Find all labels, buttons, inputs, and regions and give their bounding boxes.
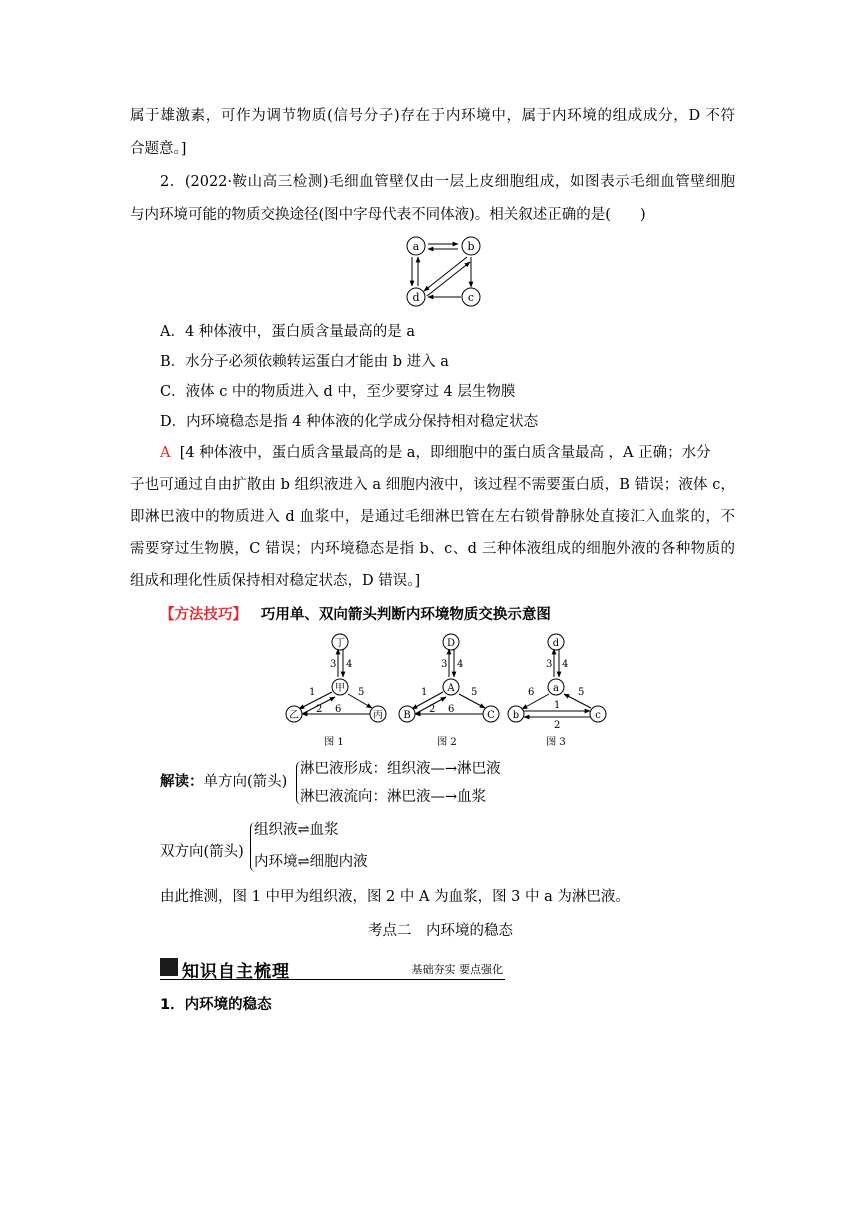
svg-text:4: 4	[346, 659, 353, 670]
banner-mark-icon	[160, 958, 178, 976]
figure-3	[508, 634, 606, 748]
interpret-row	[160, 772, 287, 792]
svg-text:1: 1	[554, 700, 561, 711]
svg-text:1: 1	[309, 687, 316, 698]
conclusion: 由此推测，图 1 中甲为组织液，图 2 中 A 为血浆，图 3 中 a 为淋巴液。	[160, 889, 630, 905]
node-c	[462, 288, 480, 306]
one-way-item-1: 淋巴液形成：组织液—→淋巴液	[300, 761, 501, 777]
fig1-center: 甲	[335, 683, 345, 694]
svg-text:3: 3	[441, 659, 448, 670]
answer-line-1	[160, 443, 711, 463]
fig1-left: 乙	[289, 710, 299, 721]
figure-1	[286, 634, 386, 748]
fig1-right: 丙	[373, 710, 383, 721]
intro-line-1: 属于雄激素，可作为调节物质(信号分子)存在于内环境中，属于内环境的组成成分，D 不符	[130, 108, 735, 124]
fig2-right: C	[487, 710, 495, 721]
method-figures	[280, 632, 610, 752]
svg-text:5: 5	[471, 687, 478, 698]
fig2-caption: 图 2	[437, 737, 457, 748]
explanation-5: 组成和理化性质保持相对稳定状态，D 错误。]	[130, 573, 421, 589]
fig2-center: A	[447, 683, 455, 694]
interpret-label: 解读：	[160, 774, 204, 790]
question-stem-2: 与内环境可能的物质交换途径(图中字母代表不同体液)。相关叙述正确的是( )	[130, 207, 646, 223]
one-way-item-2: 淋巴液流向：淋巴液—→血浆	[300, 789, 487, 805]
two-way-item-2: 内环境⇌细胞内液	[254, 854, 368, 870]
figure-2	[399, 634, 499, 748]
section-heading: 考点二 内环境的稳态	[368, 923, 513, 939]
fig3-top: d	[552, 638, 560, 649]
item-1-heading: 1．内环境的稳态	[160, 997, 272, 1013]
svg-text:5: 5	[578, 687, 585, 698]
explanation-2: 子也可通过自由扩散由 b 组织液进入 a 细胞内液中，该过程不需要蛋白质，B 错误；液体 c，	[130, 477, 735, 493]
fig2-top: D	[446, 638, 456, 649]
option-d: D．内环境稳态是指 4 种体液的化学成分保持相对稳定状态	[160, 414, 539, 430]
intro-line-2: 合题意。]	[130, 141, 187, 157]
svg-text:2: 2	[554, 720, 561, 731]
fig3-left: b	[512, 710, 520, 721]
option-a: A．4 种体液中，蛋白质含量最高的是 a	[160, 324, 416, 340]
explanation-3: 即淋巴液中的物质进入 d 血浆中，是通过毛细淋巴管在左右锁骨静脉处直接汇入血浆的，不	[130, 509, 735, 525]
svg-text:c: c	[467, 291, 475, 304]
answer-letter: A	[160, 445, 171, 461]
method-tag: 【方法技巧】	[160, 607, 247, 623]
fig1-top: 丁	[335, 638, 345, 649]
svg-text:6: 6	[528, 687, 535, 698]
svg-text:4: 4	[562, 659, 569, 670]
svg-text:1: 1	[421, 687, 428, 698]
knowledge-banner	[160, 957, 505, 980]
svg-text:3: 3	[546, 659, 553, 670]
method-heading	[160, 605, 551, 625]
option-c: C．液体 c 中的物质进入 d 中，至少要穿过 4 层生物膜	[160, 384, 516, 400]
explanation-4: 需要穿过生物膜，C 错误；内环境稳态是指 b、c、d 三种体液组成的细胞外液的各种物质的	[130, 541, 735, 557]
fig3-caption: 图 3	[546, 737, 566, 748]
banner-subtitle: 基础夯实 要点强化	[411, 963, 503, 976]
svg-text:6: 6	[448, 704, 455, 715]
explanation-1: [4 种体液中，蛋白质含量最高的是 a，即细胞中的蛋白质含量最高 ，A 正确；水分	[179, 445, 711, 461]
one-way-label: 单方向(箭头)	[203, 774, 288, 790]
svg-text:3: 3	[330, 659, 337, 670]
node-b	[462, 237, 480, 255]
method-title: 巧用单、双向箭头判断内环境物质交换示意图	[260, 607, 551, 623]
svg-text:5: 5	[358, 687, 365, 698]
svg-text:b: b	[467, 240, 475, 253]
node-a	[407, 237, 425, 255]
fig3-right: c	[595, 710, 601, 721]
fig2-left: B	[403, 710, 411, 721]
banner-title: 知识自主梳理	[182, 962, 290, 982]
fig3-center: a	[553, 683, 559, 694]
body-fluid-diagram	[400, 230, 490, 310]
option-b: B．水分子必须依赖转运蛋白才能由 b 进入 a	[160, 354, 449, 370]
two-way-label: 双方向(箭头)	[160, 844, 244, 860]
two-way-item-1: 组织液⇌血浆	[254, 822, 339, 838]
svg-text:2: 2	[316, 704, 323, 715]
svg-text:6: 6	[335, 704, 342, 715]
svg-text:2: 2	[429, 704, 436, 715]
svg-text:a: a	[412, 240, 420, 253]
fig1-caption: 图 1	[324, 737, 344, 748]
svg-text:4: 4	[457, 659, 464, 670]
question-stem-1: 2．(2022·鞍山高三检测)毛细血管壁仅由一层上皮细胞组成，如图表示毛细血管壁细胞	[160, 174, 735, 190]
node-d	[407, 288, 425, 306]
svg-text:d: d	[412, 291, 420, 304]
